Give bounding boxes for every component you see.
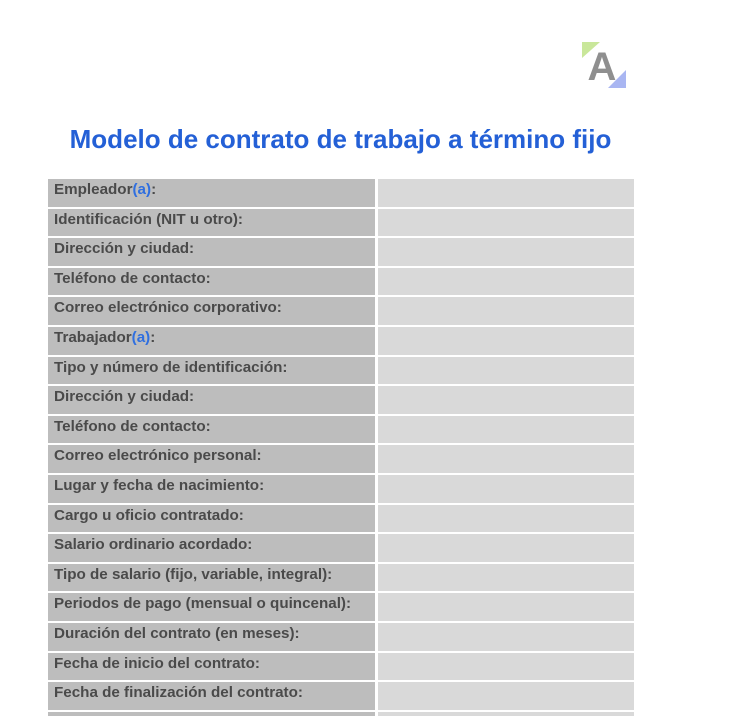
field-label [48, 564, 375, 592]
field-label [48, 386, 375, 414]
field-label [48, 297, 375, 325]
field-label-suffix: : [150, 328, 156, 346]
field-label-text: Correo electrónico personal: [54, 447, 262, 465]
field-value-input[interactable] [378, 623, 634, 651]
field-value-input[interactable] [378, 682, 634, 710]
field-label [48, 445, 375, 473]
form-row [48, 386, 634, 414]
form-row [48, 534, 634, 562]
form-row [48, 505, 634, 533]
field-label-text: Dirección y ciudad: [54, 388, 195, 406]
field-value-input[interactable] [378, 297, 634, 325]
field-label [48, 682, 375, 710]
field-label-text: Tipo de salario (fijo, variable, integral): [54, 565, 333, 583]
field-label-text: Teléfono de contacto: [54, 417, 211, 435]
form-row [48, 564, 634, 592]
field-label-text: Identificación (NIT u otro): [54, 210, 243, 228]
field-label-text: Fecha de inicio del contrato: [54, 654, 260, 672]
field-label-text: Fecha de finalización del contrato: [54, 684, 303, 702]
field-label [48, 534, 375, 562]
form-row [48, 357, 634, 385]
field-label [48, 475, 375, 503]
field-label [48, 357, 375, 385]
form-row [48, 416, 634, 444]
field-label [48, 623, 375, 651]
field-label-text: Duración del contrato (en meses): [54, 624, 300, 642]
form-row [48, 475, 634, 503]
field-value-input[interactable] [378, 327, 634, 355]
form-row [48, 209, 634, 237]
brand-logo [580, 40, 628, 90]
form-row [48, 297, 634, 325]
field-value-input[interactable] [378, 445, 634, 473]
form-row [48, 445, 634, 473]
field-value-input[interactable] [378, 386, 634, 414]
field-label-text: Cargo u oficio contratado: [54, 506, 244, 524]
field-label-text: Trabajador [54, 328, 132, 346]
field-label [48, 238, 375, 266]
field-label [48, 653, 375, 681]
field-label-text: Salario ordinario acordado: [54, 536, 253, 554]
field-value-input[interactable] [378, 268, 634, 296]
field-label [48, 327, 375, 355]
field-label [48, 268, 375, 296]
form-row [48, 268, 634, 296]
field-label [48, 209, 375, 237]
field-value-input[interactable] [378, 564, 634, 592]
field-label-text: Correo electrónico corporativo: [54, 299, 282, 317]
field-label-gender-marker: (a) [132, 181, 152, 198]
form-row [48, 682, 634, 710]
field-label [48, 505, 375, 533]
form-row [48, 623, 634, 651]
contract-form [48, 179, 634, 718]
field-label [48, 416, 375, 444]
form-row [48, 327, 634, 355]
document-title: Modelo de contrato de trabajo a término fijo [69, 124, 612, 154]
field-value-input[interactable] [378, 593, 634, 621]
field-label-text: Lugar y fecha de nacimiento: [54, 476, 265, 494]
field-value-input[interactable] [378, 209, 634, 237]
field-label-text: Teléfono de contacto: [54, 269, 211, 287]
field-label [48, 593, 375, 621]
field-value-input[interactable] [378, 653, 634, 681]
field-value-input[interactable] [378, 505, 634, 533]
field-label-suffix: : [151, 181, 157, 198]
field-label-text: Tipo y número de identificación: [54, 358, 288, 376]
field-value-input[interactable] [378, 534, 634, 562]
form-row [48, 653, 634, 681]
field-value-input[interactable] [378, 179, 634, 207]
form-row [48, 593, 634, 621]
form-row [48, 238, 634, 266]
logo-letter: A [587, 45, 617, 89]
field-label-text: Empleador [54, 181, 133, 198]
field-label [48, 179, 375, 207]
form-row [48, 179, 634, 207]
field-value-input[interactable] [378, 357, 634, 385]
field-label-text: Dirección y ciudad: [54, 240, 195, 258]
field-label-text: Periodos de pago (mensual o quincenal): [54, 595, 352, 613]
field-label-gender-marker: (a) [131, 328, 151, 346]
field-value-input[interactable] [378, 238, 634, 266]
field-value-input[interactable] [378, 475, 634, 503]
field-value-input[interactable] [378, 416, 634, 444]
